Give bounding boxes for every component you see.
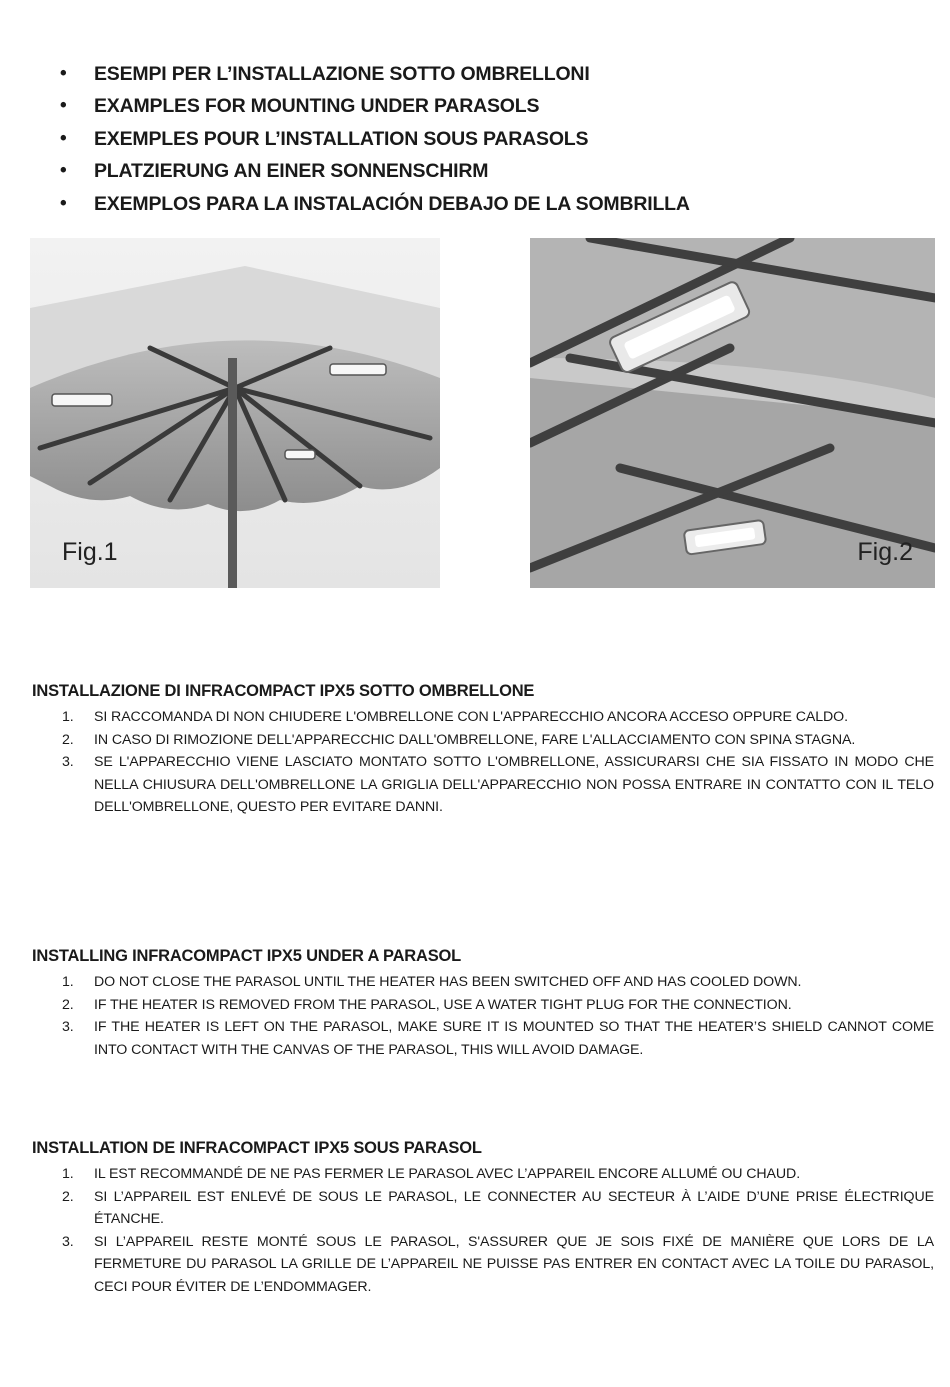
instructions-list-en [32,971,934,1061]
list-item [32,729,934,752]
section-english [32,946,934,1061]
list-item [32,751,934,819]
heading-it [58,58,918,90]
item-text: DO NOT CLOSE THE PARASOL UNTIL THE HEATER HAS BEEN SWITCHED OFF AND HAS COOLED DOWN. [94,974,802,990]
heading-es [58,188,918,220]
heading-text: EXEMPLOS PARA LA INSTALACIÓN DEBAJO DE LA SOMBRILLA [94,192,690,215]
figure-1-parasol-photo [30,238,440,588]
list-item [32,971,934,994]
figure-2-label: Fig.2 [857,538,913,566]
figure-1-label: Fig.1 [62,538,118,566]
list-item [32,1231,934,1299]
item-number: 3. [62,1233,74,1250]
parasol-illustration-1 [30,238,440,588]
heading-en [58,90,918,122]
heading-de [58,155,918,187]
item-text: SI RACCOMANDA DI NON CHIUDERE L'OMBRELLONE CON L'APPARECCHIO ANCORA ACCESO OPPURE CALDO. [94,709,848,725]
item-text: SE L'APPARECCHIO VIENE LASCIATO MONTATO SOTTO L'OMBRELLONE, ASSICURARSI CHE SIA FISSATO IN MODO CHE NELLA CHIUSURA DELL'OMBRELLONE LA GRIGLIA DELL'APPARECCHIO NON POSSA ENTRARE IN CONTATTO CON IL TELO DELL'OMBRELLONE, QUESTO PER EVITARE DANNI. [94,754,934,815]
item-number: 1. [62,709,74,725]
heading-text: EXEMPLES POUR L’INSTALLATION SOUS PARASOLS [94,127,589,150]
item-text: SI L’APPAREIL RESTE MONTÉ SOUS LE PARASOL, S'ASSURER QUE JE SOIS FIXÉ DE MANIÈRE QUE LORS DE LA FERMETURE DU PARASOL LA GRILLE DE L’APPAREIL NE PUISSE PAS ENTRER EN CONTACT AVEC LA TOILE DU PARASOL, CECI POUR ÉVITER DE L’ENDOMMAGER. [94,1233,934,1295]
heading-text: PLATZIERUNG AN EINER SONNENSCHIRM [94,160,489,183]
list-item [32,1163,934,1186]
item-text: SI L’APPAREIL EST ENLEVÉ DE SOUS LE PARASOL, LE CONNECTER AU SECTEUR À L’AIDE D’UNE PRISE ÉLECTRIQUE ÉTANCHE. [94,1188,934,1227]
list-item [32,994,934,1017]
list-item [32,1186,934,1231]
item-number: 3. [62,1019,74,1035]
heading-text: ESEMPI PER L’INSTALLAZIONE SOTTO OMBRELLONI [94,63,590,85]
instructions-list-it [32,706,934,819]
item-number: 1. [62,974,74,990]
parasol-illustration-2 [530,238,935,588]
item-number: 2. [62,1188,74,1205]
item-text: IL EST RECOMMANDÉ DE NE PAS FERMER LE PARASOL AVEC L’APPAREIL ENCORE ALLUMÉ OU CHAUD. [94,1166,801,1182]
instructions-list-fr [32,1163,934,1298]
bullet-icon: • [60,192,67,214]
list-item [32,1016,934,1061]
item-number: 3. [62,754,74,770]
section-french [32,1138,934,1298]
heading-text: EXAMPLES FOR MOUNTING UNDER PARASOLS [94,95,540,118]
section-title-it: INSTALLAZIONE DI INFRACOMPACT IPX5 SOTTO OMBRELLONE [32,682,535,700]
section-title-fr: INSTALLATION DE INFRACOMPACT IPX5 SOUS PARASOL [32,1139,482,1157]
item-number: 2. [62,731,74,748]
list-item [32,706,934,729]
item-text: IN CASO DI RIMOZIONE DELL'APPARECCHIC DALL'OMBRELLONE, FARE L'ALLACCIAMENTO CON SPINA STAGNA. [94,731,856,748]
bullet-icon: • [60,127,67,149]
bullet-icon: • [60,95,67,117]
language-headings-list [58,58,918,220]
section-italian [32,681,934,819]
bullet-icon: • [60,63,67,84]
item-text: IF THE HEATER IS REMOVED FROM THE PARASOL, USE A WATER TIGHT PLUG FOR THE CONNECTION. [94,996,792,1013]
bullet-icon: • [60,160,67,182]
item-number: 1. [62,1166,74,1182]
section-title-en: INSTALLING INFRACOMPACT IPX5 UNDER A PARASOL [32,947,462,965]
heading-fr [58,123,918,155]
item-text: IF THE HEATER IS LEFT ON THE PARASOL, MAKE SURE IT IS MOUNTED SO THAT THE HEATER’S SHIELD CANNOT COME INTO CONTACT WITH THE CANVAS OF THE PARASOL, THIS WILL AVOID DAMAGE. [94,1019,934,1058]
figure-2-heater-closeup-photo [530,238,935,588]
item-number: 2. [62,996,74,1013]
